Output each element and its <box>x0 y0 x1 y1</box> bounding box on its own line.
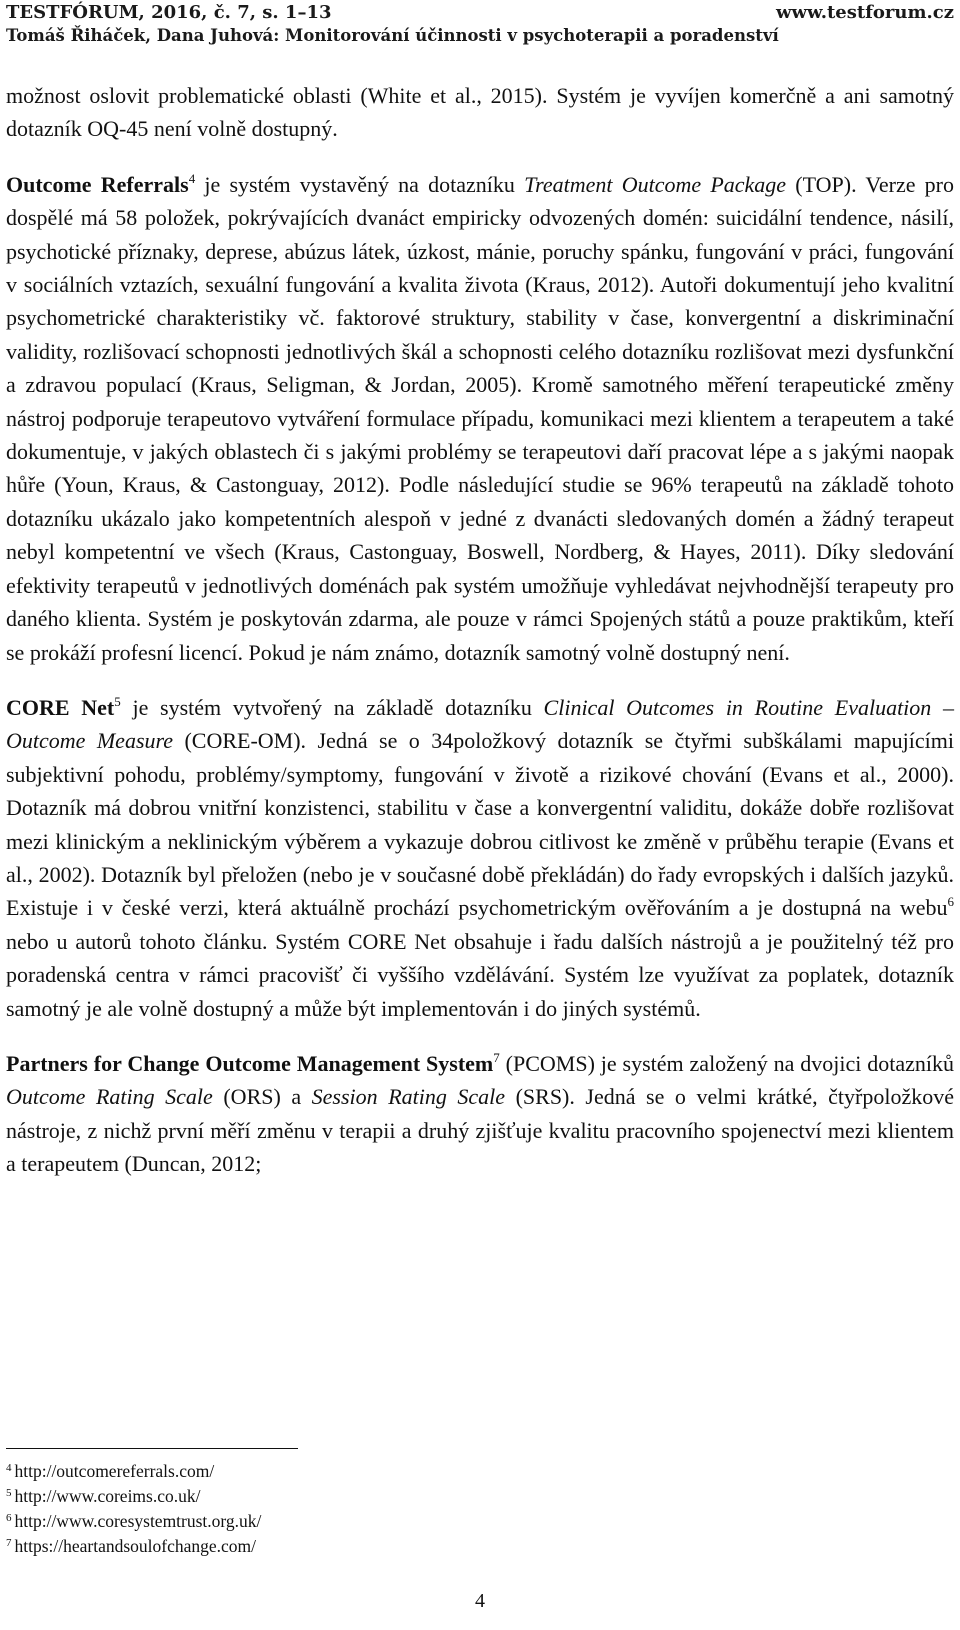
article-body <box>6 79 954 1181</box>
text-run: (TOP). Verze pro dospělé má 58 položek, pokrývajících dvanáct empiricky odvozených domén: suicidální tendence, násilí, psychotické příznaky, deprese, abúzus látek, úzkost, mánie, poruchy spánku, fungování v práci, fungování v sociálních vztazích, sexuální fungování a kvalita života (Kraus, 2012). Autoři dokumentují jeho kvalitní psychometrické charakteristiky vč. faktorové struktury, stability v čase, konvergentní a diskriminační validity, rozlišovací schopnosti jednotlivých škál a schopnosti celého dotazníku rozlišovat mezi dysfunkční a zdravou populací (Kraus, Seligman, & Jordan, 2005). Kromě samotného měření terapeutické změny nástroj podporuje terapeutovo vytváření formulace případu, komunikaci mezi klientem a terapeutem a také dokumentuje, v jakých oblastech či s jakými problémy se terapeutovi daří pracovat lépe a s jakými naopak hůře (Youn, Kraus, & Castonguay, 2012). Podle následující studie se 96% terapeutů na základě tohoto dotazníku ukázalo jako kompetentních alespoň v jedné z dvanácti sledovaných domén a žádný terapeut nebyl kompetentní ve všech (Kraus, Castonguay, Boswell, Nordberg, & Hayes, 2011). Díky sledování efektivity terapeutů v jednotlivých doménách pak systém umožňuje vyhledávat nejvhodnější terapeuty pro daného klienta. Systém je poskytován zdarma, ale pouze v rámci Spojených států a pouze praktikům, kteří se prokáží profesní licencí. Pokud je nám známo, dotazník samotný volně dostupný není. <box>6 171 954 665</box>
footnotes <box>6 1459 261 1559</box>
journal-website[interactable]: www.testforum.cz <box>776 2 954 23</box>
system-name: Outcome Referrals <box>6 171 189 197</box>
footnote-link[interactable]: http://www.coresystemtrust.org.uk/ <box>14 1511 262 1531</box>
footnote <box>6 1534 261 1559</box>
paragraph-pcoms <box>6 1047 954 1181</box>
system-name: Partners for Change Outcome Management System <box>6 1050 494 1076</box>
footnote-link[interactable]: http://outcomereferrals.com/ <box>14 1461 215 1481</box>
paragraph-intro: možnost oslovit problematické oblasti (White et al., 2015). Systém je vyvíjen komerčně a ani samotný dotazník OQ-45 není volně dostupný. <box>6 83 954 142</box>
footnote <box>6 1509 261 1534</box>
system-name: CORE Net <box>6 694 115 720</box>
article-authors-title: Tomáš Řiháček, Dana Juhová: Monitorování účinnosti v psychoterapii a poradenství <box>6 26 779 45</box>
paragraph-outcome-referrals <box>6 168 954 669</box>
footnote-number: 4 <box>6 1462 12 1474</box>
text-run: je systém vystavěný na dotazníku <box>195 171 525 197</box>
text-run: (PCOMS) je systém založený na dvojici dotazníků <box>499 1050 954 1076</box>
text-run: (CORE-OM). Jedná se o 34položkový dotazník se čtyřmi subškálami mapujícími subjektivní pohodu, problémy/symptomy, fungování v životě a rizikové chování (Evans et al., 2000). Dotazník má dobrou vnitřní konzistenci, stabilitu v čase a konvergentní validitu, dokáže dobře rozlišovat mezi klinickým a neklinickým výběrem a vykazuje dobrou citlivost ke změně v průběhu terapie (Evans et al., 2002). Dotazník byl přeložen (nebo je v současné době překládán) do řady evropských i dalších jazyků. Existuje i v české verzi, která aktuálně prochází psychometrickým ověřováním a je dostupná na webu <box>6 728 954 921</box>
paragraph-core-net <box>6 691 954 1025</box>
footnote <box>6 1459 261 1484</box>
footnote <box>6 1484 261 1509</box>
footnote-number: 5 <box>6 1487 12 1499</box>
page-number: 4 <box>475 1590 485 1612</box>
footnote-number: 6 <box>6 1512 12 1524</box>
instrument-name: Clinical Outcomes in Routine Evaluation – Outcome Measure <box>6 694 954 754</box>
instrument-name: Treatment Outcome Package <box>524 171 787 197</box>
footnote-ref[interactable]: 5 <box>114 693 121 709</box>
footnote-link[interactable]: http://www.coreims.co.uk/ <box>14 1486 201 1506</box>
text-run: je systém vytvořený na základě dotazníku <box>120 694 544 720</box>
text-run: nebo u autorů tohoto článku. Systém CORE Net obsahuje i řadu dalších nástrojů a je použitelný též pro poradenská centra v rámci pracovišť či vyššího vzdělávání. Systém lze využívat za poplatek, dotazník samotný je ale volně dostupný a může být implementován i do jiných systémů. <box>6 928 954 1021</box>
instrument-name: Outcome Rating Scale <box>6 1084 213 1110</box>
running-header <box>6 2 954 24</box>
footnote-divider <box>6 1448 298 1449</box>
journal-citation: TESTFÓRUM, 2016, č. 7, s. 1–13 <box>6 2 332 23</box>
footnote-ref[interactable]: 4 <box>188 170 196 186</box>
footnote-link[interactable]: https://heartandsoulofchange.com/ <box>14 1536 257 1556</box>
instrument-name: Session Rating Scale <box>311 1084 506 1110</box>
text-run: (ORS) a <box>212 1084 312 1110</box>
footnote-ref[interactable]: 6 <box>947 894 954 910</box>
text-run: (SRS). Jedná se o velmi krátké, čtyřpoložkové nástroje, z nichž první měří změnu v terapii a druhý zjišťuje kvalitu pracovního spojenectví mezi klientem a terapeutem (Duncan, 2012; <box>6 1084 954 1177</box>
footnote-ref[interactable]: 7 <box>493 1049 500 1065</box>
footnote-number: 7 <box>6 1537 12 1549</box>
